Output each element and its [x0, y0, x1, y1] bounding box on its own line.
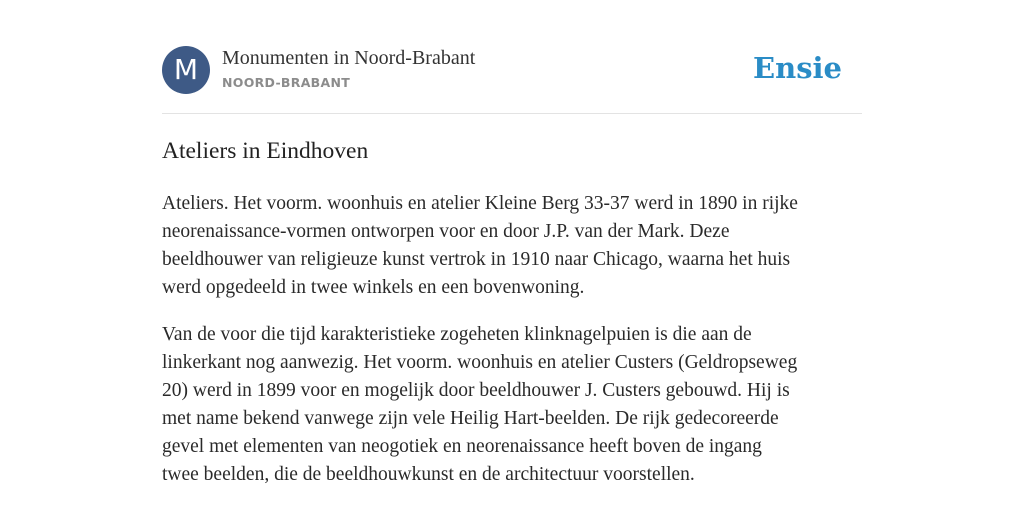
text-line: Ateliers. Het voorm. woonhuis en atelier Kleine Berg 33-37 werd in 1890 in rijke	[162, 193, 798, 214]
avatar[interactable]: M	[162, 46, 210, 94]
paragraph	[162, 321, 862, 489]
article-body	[162, 190, 862, 508]
article-title: Ateliers in Eindhoven	[162, 138, 369, 164]
text-line: met name bekend vanwege zijn vele Heilig Hart-beelden. De rijk gedecoreerde	[162, 408, 779, 429]
text-line: werd opgedeeld in twee winkels en een bovenwoning.	[162, 277, 585, 298]
source-subtitle[interactable]: NOORD-BRABANT	[222, 75, 351, 90]
text-line: 20) werd in 1899 voor en mogelijk door beeldhouwer J. Custers gebouwd. Hij is	[162, 380, 790, 401]
text-line: gevel met elementen van neogotiek en neorenaissance heeft boven de ingang	[162, 436, 762, 457]
header	[162, 46, 862, 96]
text-line: linkerkant nog aanwezig. Het voorm. woonhuis en atelier Custers (Geldropseweg	[162, 352, 798, 373]
paragraph	[162, 190, 862, 302]
source-title[interactable]: Monumenten in Noord-Brabant	[222, 47, 476, 69]
text-line: Van de voor die tijd karakteristieke zogeheten klinknagelpuien is die aan de	[162, 324, 752, 345]
text-line: neorenaissance-vormen ontworpen voor en door J.P. van der Mark. Deze	[162, 221, 730, 242]
text-line: beeldhouwer van religieuze kunst vertrok in 1910 naar Chicago, waarna het huis	[162, 249, 791, 270]
text-line: twee beelden, die de beeldhouwkunst en de architectuur voorstellen.	[162, 464, 695, 485]
brand-logo[interactable]: Ensie	[753, 51, 842, 85]
divider	[162, 113, 862, 114]
